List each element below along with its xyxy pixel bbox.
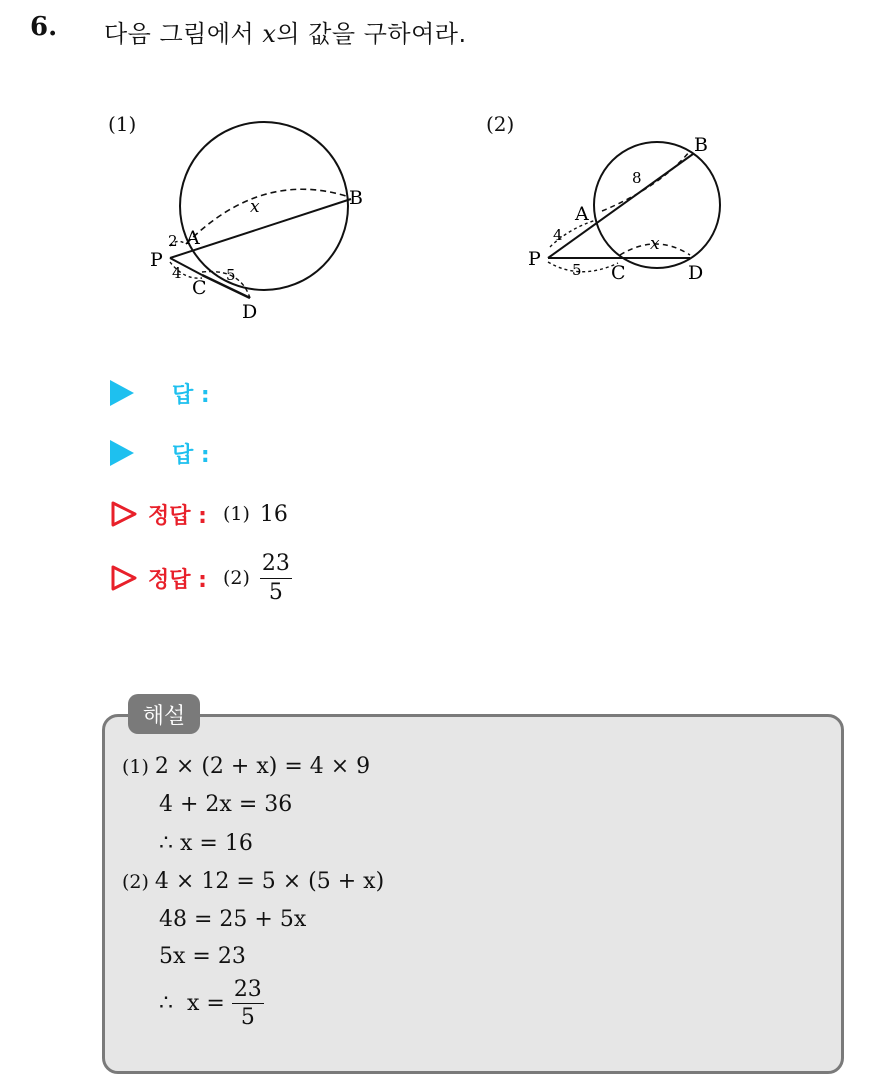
question-text-after: 의 값을 구하여라. [276, 20, 467, 48]
correct-answer-fraction [260, 552, 292, 603]
figure-2-label-ab: 8 [632, 169, 642, 187]
figure-2-label-pa: 4 [553, 226, 563, 244]
outline-triangle-icon [110, 564, 138, 592]
figure-2-brace-8 [602, 151, 690, 211]
figure-2-brace-5 [548, 262, 618, 272]
correct-answer-row-2 [110, 551, 292, 605]
answer-label: 답 : [172, 442, 210, 468]
fraction-denominator: 5 [240, 1005, 255, 1031]
figure-1-point-d: D [242, 301, 258, 323]
question-text-before: 다음 그림에서 [104, 20, 263, 48]
figure-1-point-a: A [186, 227, 200, 249]
figure-1-brace-x [186, 189, 346, 244]
equation-text: 2 × (2 + x) = 4 × 9 [154, 754, 371, 779]
explanation-part1-line3: ∴ x = 16 [159, 831, 253, 856]
correct-answer-label: 정답 : [148, 503, 207, 529]
figure-1-label-pc: 4 [172, 264, 182, 282]
figure-1-diagram [140, 120, 390, 330]
question-variable: x [262, 20, 277, 48]
explanation-part2-line4 [159, 978, 264, 1029]
figure-2-label: (2) [486, 112, 515, 136]
figure-2-point-c: C [611, 262, 626, 284]
figure-1-point-p: P [150, 249, 163, 271]
explanation-part2-label: (2) [122, 870, 149, 893]
equation-prefix: ∴ x = [159, 991, 232, 1017]
correct-answer-row-1 [110, 494, 288, 534]
correct-answer-value-1 [223, 502, 288, 527]
play-triangle-icon [110, 380, 134, 406]
figure-1-point-c: C [192, 277, 207, 299]
correct-answer-number: 16 [259, 501, 288, 527]
question-text [104, 14, 467, 49]
figure-2-point-b: B [694, 134, 708, 156]
correct-answer-label: 정답 : [148, 567, 207, 593]
figure-1-label: (1) [108, 112, 137, 136]
explanation-part2-line2: 48 = 25 + 5x [159, 907, 307, 932]
explanation-part1-line2: 4 + 2x = 36 [159, 792, 293, 817]
figure-2-secant-pb [548, 154, 693, 258]
explanation-part1-line1 [122, 754, 370, 779]
correct-answer-part: (2) [222, 567, 250, 589]
figure-2-point-p: P [528, 248, 541, 270]
figure-2-label-cd: x [650, 234, 660, 254]
figure-1-label-pa: 2 [168, 232, 178, 250]
play-triangle-icon [110, 440, 134, 466]
question-number: 6. [30, 12, 58, 42]
answer-label: 답 : [172, 382, 210, 408]
figure-2-diagram [520, 125, 740, 295]
figure-1-label-cd: 5 [226, 266, 236, 284]
figure-1-point-b: B [349, 187, 363, 209]
fraction-denominator: 5 [268, 579, 283, 605]
correct-answer-value-2 [223, 552, 292, 603]
equation-text: 4 × 12 = 5 × (5 + x) [154, 869, 385, 894]
explanation-tab: 해설 [128, 694, 200, 734]
explanation-part1-label: (1) [122, 755, 149, 778]
explanation-part2-line3: 5x = 23 [159, 944, 246, 969]
answer-row-2[interactable] [110, 433, 210, 473]
figure-2-point-a: A [575, 203, 589, 225]
explanation-fraction [232, 978, 264, 1029]
answer-row-1[interactable] [110, 373, 210, 413]
figure-1-circle [180, 122, 348, 290]
outline-triangle-icon [110, 500, 138, 528]
fraction-numerator: 23 [232, 978, 264, 1004]
figure-1-label-ab: x [250, 197, 260, 217]
correct-answer-part: (1) [222, 503, 250, 525]
explanation-part2-line1 [122, 869, 384, 894]
figure-2-label-pc: 5 [572, 261, 582, 279]
fraction-numerator: 23 [260, 552, 292, 578]
figure-2-point-d: D [688, 262, 704, 284]
